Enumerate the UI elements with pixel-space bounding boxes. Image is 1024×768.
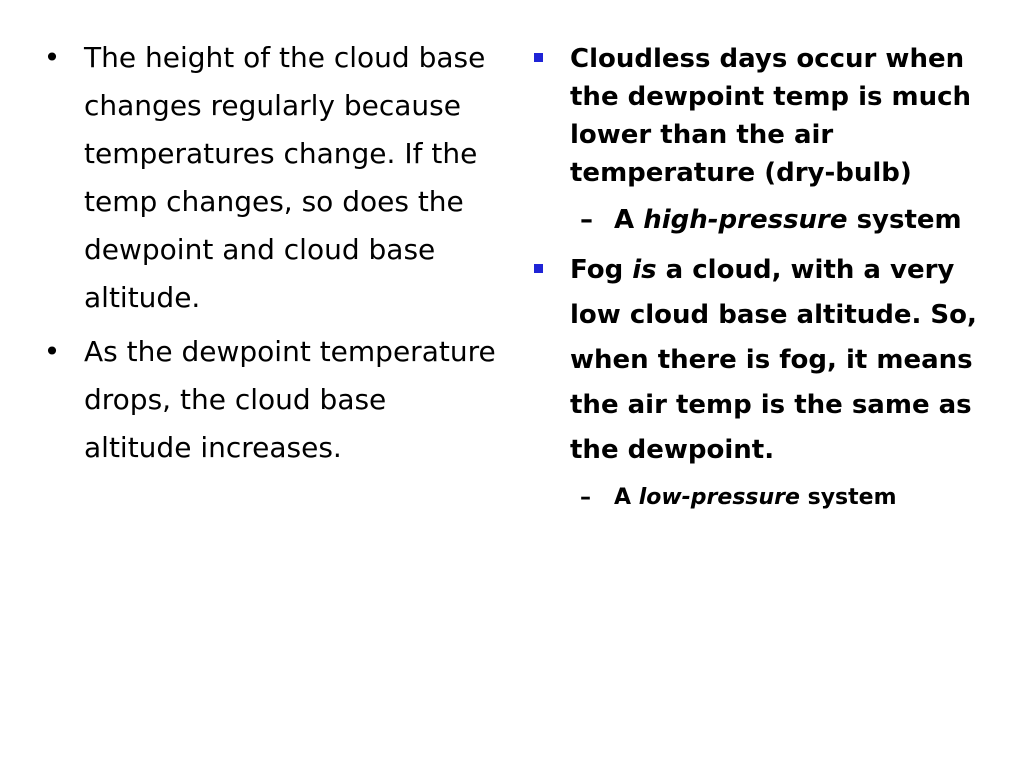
left-bullet-item bbox=[40, 34, 500, 322]
bullet-dot-icon: • bbox=[43, 41, 61, 74]
sub-bullet-prefix: A bbox=[614, 205, 644, 235]
dash-bullet-icon: – bbox=[580, 485, 591, 510]
bullet-text-prefix: Fog bbox=[570, 255, 633, 285]
sub-bullet-emphasis: low-pressure bbox=[638, 485, 800, 510]
bullet-text: Cloudless days occur when the dewpoint temp is much lower than the air temperature (dry-bulb) bbox=[570, 44, 972, 188]
sub-bullet-suffix: system bbox=[799, 485, 897, 510]
sub-bullet-suffix: system bbox=[847, 205, 962, 235]
bullet-text-emphasis: is bbox=[632, 255, 657, 285]
left-bullet-item bbox=[40, 328, 500, 472]
bullet-text-suffix: a cloud, with a very low cloud base altitude. So, when there is fog, it means the air temp is the same as the dewpoint. bbox=[570, 255, 977, 465]
sub-bullet-prefix: A bbox=[614, 485, 639, 510]
bullet-text: The height of the cloud base changes regularly because temperatures change. If the temp changes, so does the dewpoint and cloud base altitude. bbox=[84, 41, 486, 314]
right-bullet-item bbox=[532, 248, 982, 473]
blue-square-bullet-icon bbox=[534, 53, 543, 62]
dash-bullet-icon: – bbox=[580, 205, 593, 235]
right-bullet-item bbox=[532, 40, 982, 192]
blue-square-bullet-icon bbox=[534, 264, 543, 273]
sub-bullet-item bbox=[532, 200, 982, 240]
bullet-dot-icon: • bbox=[43, 335, 61, 368]
bullet-text: As the dewpoint temperature drops, the cloud base altitude increases. bbox=[84, 335, 496, 464]
sub-bullet-item bbox=[532, 481, 982, 515]
sub-bullet-emphasis: high-pressure bbox=[643, 205, 848, 235]
right-bullet-list bbox=[532, 40, 982, 523]
left-bullet-list bbox=[40, 34, 500, 478]
